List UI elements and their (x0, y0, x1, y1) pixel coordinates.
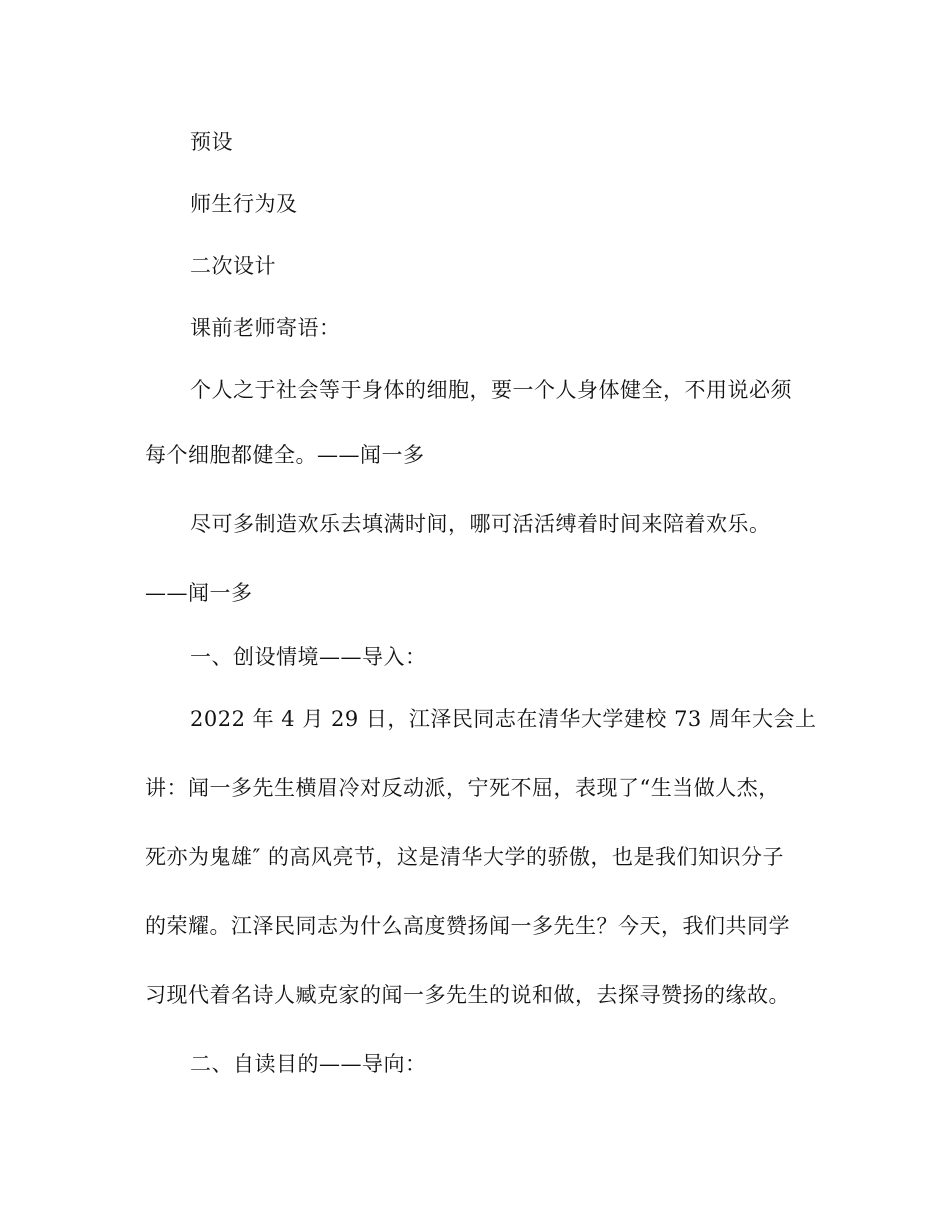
quote-2-attribution: ——闻一多 (145, 581, 253, 605)
paragraph-line-5: 习现代着名诗人臧克家的闻一多先生的说和做，去探寻赞扬的缘故。 (145, 983, 790, 1007)
quote-1-line-2: 每个细胞都健全。——闻一多 (145, 443, 425, 467)
paragraph-line-3: 死亦为鬼雄″ 的高风亮节，这是清华大学的骄傲，也是我们知识分子 (145, 845, 785, 869)
label-yushe: 预设 (190, 130, 233, 154)
heading-teacher-message: 课前老师寄语： (190, 316, 341, 340)
label-second-design: 二次设计 (190, 254, 276, 278)
paragraph-line-2: 讲：闻一多先生横眉冷对反动派，宁死不屈，表现了“生当做人杰， (145, 776, 780, 800)
section-1-heading: 一、创设情境——导入： (190, 645, 427, 669)
quote-2-line-1: 尽可多制造欢乐去填满时间，哪可活活缚着时间来陪着欢乐。 (190, 512, 771, 536)
section-2-heading: 二、自读目的——导向： (190, 1052, 427, 1076)
paragraph-line-1: 2022 年 4 月 29 日，江泽民同志在清华大学建校 73 周年大会上 (190, 707, 817, 731)
quote-1-line-1: 个人之于社会等于身体的细胞，要一个人身体健全，不用说必须 (190, 378, 792, 402)
paragraph-line-4: 的荣耀。江泽民同志为什么高度赞扬闻一多先生？今天，我们共同学 (145, 914, 790, 938)
label-teacher-student-behavior: 师生行为及 (190, 192, 298, 216)
